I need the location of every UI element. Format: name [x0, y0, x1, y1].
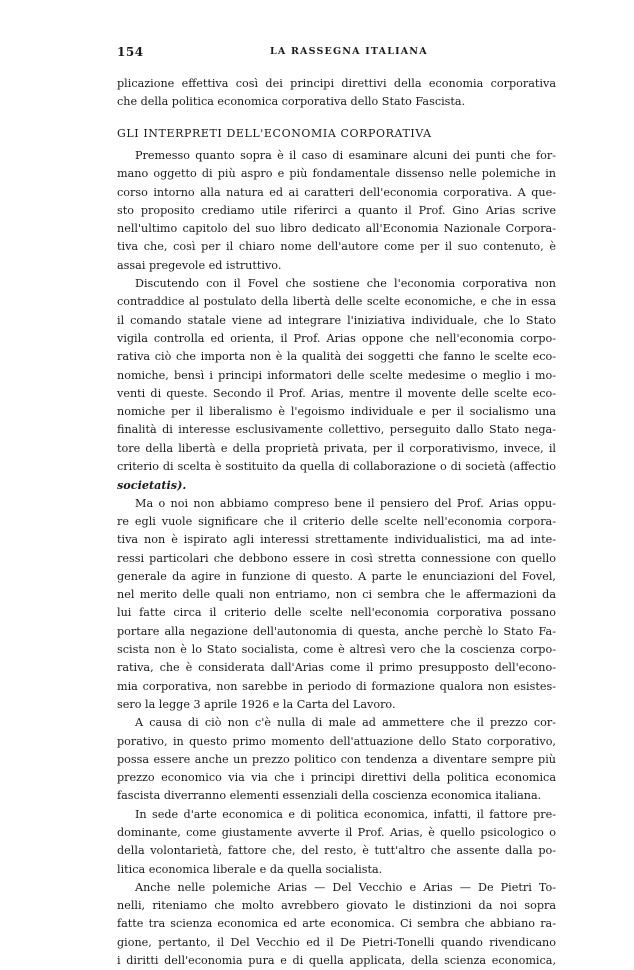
text-line: scista non è lo Stato socialista, come è altresì vero che la coscienza corpo- — [117, 643, 556, 657]
section-heading: GLI INTERPRETI DELL'ECONOMIA CORPORATIVA — [117, 127, 432, 140]
text-line: litica economica liberale e da quella socialista. — [117, 862, 383, 876]
text-line: sto proposito crediamo utile riferirci a quanto il Prof. Gino Arias scrive — [117, 203, 556, 217]
text-line: possa essere anche un prezzo politico con tendenza a diventare sempre più — [117, 752, 556, 766]
text-line: gione, pertanto, il Del Vecchio ed il De Pietri-Tonelli quando rivendicano — [117, 935, 556, 949]
text-line: il comando statale viene ad integrare l'iniziativa individuale, che lo Stato — [117, 313, 556, 327]
text-line: Premesso quanto sopra è il caso di esaminare alcuni dei punti che for- — [135, 149, 556, 162]
text-line: rativa ciò che importa non è la qualità dei soggetti che fanno le scelte eco- — [117, 350, 556, 364]
text-line: Anche nelle polemiche Arias — Del Vecchio e Arias — De Pietri To- — [135, 880, 556, 894]
text-line: della volontarietà, fattore che, del resto, è tutt'altro che assente dalla po- — [117, 844, 556, 858]
text-line: criterio di scelta è sostituito da quella di collaborazione o di società (affectio — [117, 460, 556, 474]
text-line: portare alla negazione dell'autonomia di questa, anche perchè lo Stato Fa- — [117, 624, 556, 638]
intro-paragraph — [117, 75, 556, 112]
text-line: societatis). — [117, 478, 187, 493]
text-line: nell'ultimo capitolo del suo libro dedicato all'Economia Nazionale Corpora- — [117, 222, 556, 236]
text-line: porativo, in questo primo momento dell'attuazione dello Stato corporativo, — [117, 734, 556, 748]
text-line: dominante, come giustamente avverte il Prof. Arias, è quello psicologico o — [117, 825, 556, 839]
page-number: 154 — [117, 45, 144, 59]
text-line: Discutendo con il Fovel che sostiene che l'economia corporativa non — [135, 277, 556, 291]
text-line: generale da agire in funzione di questo. A parte le enunciazioni del Fovel, — [117, 569, 556, 583]
text-line: contraddice al postulato della libertà delle scelte economiche, e che in essa — [117, 295, 556, 309]
text-line: prezzo economico via via che i principi direttivi della politica economica — [117, 771, 556, 785]
text-line: lui fatte circa il criterio delle scelte nell'economia corporativa possano — [117, 606, 556, 620]
text-line: fatte tra scienza economica ed arte economica. Ci sembra che abbiano ra- — [117, 917, 556, 931]
text-line: A causa di ciò non c'è nulla di male ad ammettere che il prezzo cor- — [135, 716, 556, 730]
text-line: i diritti dell'economia pura e di quella applicata, della scienza economica, — [117, 954, 556, 968]
text-line: corso intorno alla natura ed ai caratteri dell'economia corporativa. A que- — [117, 185, 556, 199]
text-line: che della politica economica corporativa dello Stato Fascista. — [117, 95, 466, 109]
text-line: rativa, che è considerata dall'Arias come il primo presupposto dell'econo- — [117, 661, 556, 675]
text-line: mia corporativa, non sarebbe in periodo di formazione qualora non esistes- — [117, 679, 556, 693]
text-line: re egli vuole significare che il criterio delle scelte nell'economia corpora- — [117, 514, 556, 528]
text-line: venti di queste. Secondo il Prof. Arias, mentre il movente delle scelte eco- — [117, 386, 556, 400]
page-header — [117, 45, 547, 61]
text-line: nelli, riteniamo che molto avrebbero giovato le distinzioni da noi sopra — [117, 899, 556, 913]
text-line: nel merito delle quali non entriamo, non ci sembra che le affermazioni da — [117, 588, 556, 602]
text-line: Ma o noi non abbiamo compreso bene il pensiero del Prof. Arias oppu- — [135, 496, 556, 510]
text-line: nomiche, bensì i principi informatori delle scelte medesime o meglio i mo- — [117, 368, 556, 382]
text-line: finalità di interesse esclusivamente collettivo, perseguito dallo Stato nega- — [117, 423, 556, 437]
text-line: tore della libertà e della proprietà privata, per il corporativismo, invece, il — [117, 441, 556, 455]
text-line: nomiche per il liberalismo è l'egoismo individuale e per il socialismo una — [117, 405, 556, 419]
running-title: LA RASSEGNA ITALIANA — [270, 46, 428, 57]
text-line: vigila controlla ed orienta, il Prof. Arias oppone che nell'economia corpo- — [117, 331, 556, 345]
text-line: assai pregevole ed istruttivo. — [117, 258, 282, 272]
text-line: mano oggetto di più aspro e più fondamentale dissenso nelle polemiche in — [117, 167, 556, 181]
text-line: In sede d'arte economica e di politica economica, infatti, il fattore pre- — [135, 807, 556, 821]
text-line: sero la legge 3 aprile 1926 e la Carta del Lavoro. — [117, 697, 396, 711]
text-line: tiva non è ispirato agli interessi strettamente individualistici, ma ad inte- — [117, 533, 556, 547]
text-line: ressi particolari che debbono essere in così stretta connessione con quello — [117, 551, 556, 565]
text-line: plicazione effettiva così dei principi direttivi della economia corporativa — [117, 77, 556, 90]
text-line: fascista diverranno elementi essenziali della coscienza economica italiana. — [117, 789, 542, 803]
text-line: tiva che, così per il chiaro nome dell'autore come per il suo contenuto, è — [117, 240, 556, 254]
body-text — [117, 147, 556, 970]
